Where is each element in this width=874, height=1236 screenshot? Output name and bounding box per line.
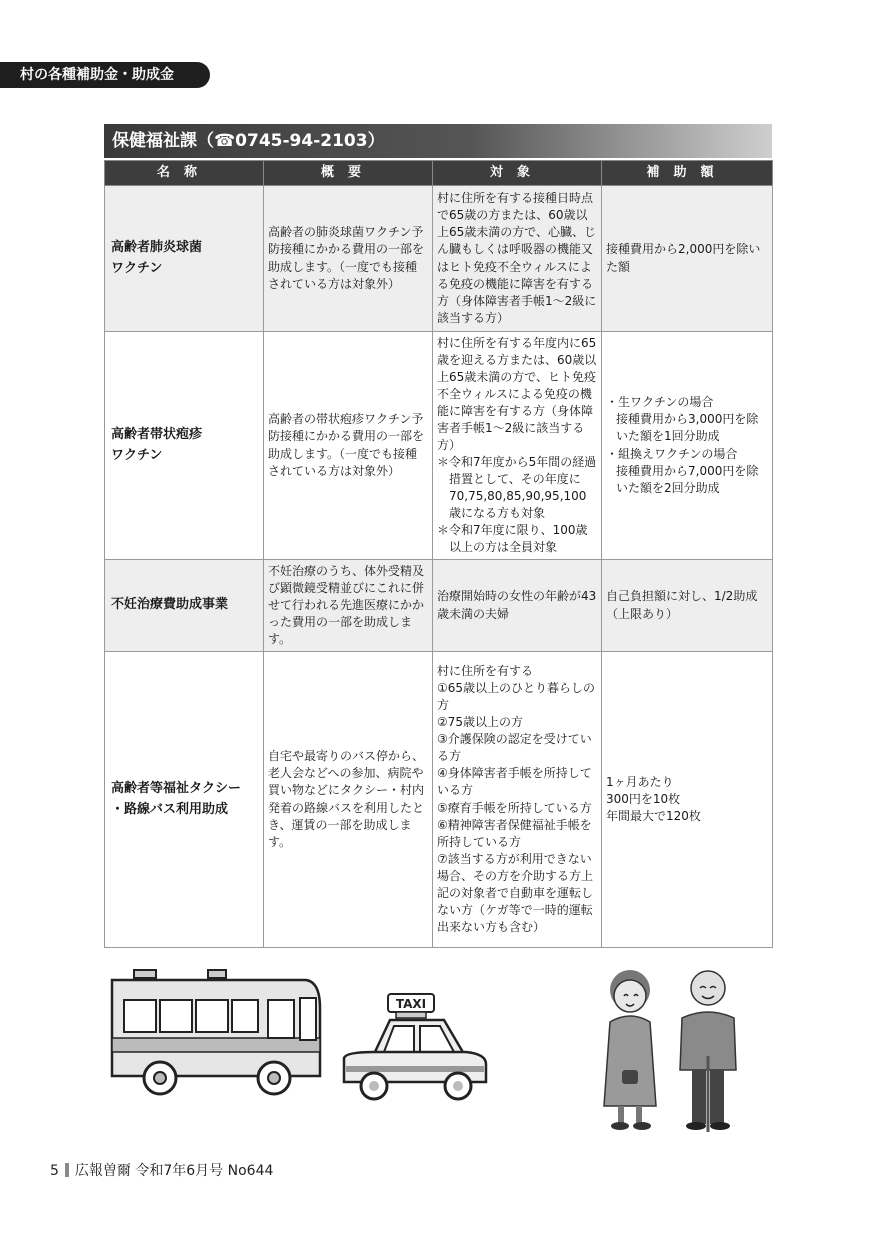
row-overview: 高齢者の帯状疱疹ワクチン予防接種にかかる費用の一部を助成します。（一度でも接種されている方は対象外） — [264, 332, 433, 560]
table-row — [105, 652, 773, 948]
row-target: 村に住所を有する ①65歳以上のひとり暮らしの方 ②75歳以上の方 ③介護保険の認定を受けている方 ④身体障害者手帳を所持している方 ⑤療育手帳を所持している方 ⑥精神障害者保健福祉手帳を所持している方 ⑦該当する方が利用できない場合、その方を介助する方上記の対象者で自動車を運転しない方（ケガ等で一時的運転出来ない方も含む） — [433, 652, 602, 948]
taxi-sign-text: TAXI — [395, 997, 427, 1011]
page-footer — [50, 1160, 273, 1180]
table-row — [105, 332, 773, 560]
row-name: 高齢者等福祉タクシー ・路線バス利用助成 — [105, 652, 264, 948]
row-target: 治療開始時の女性の年齢が43歳未満の夫婦 — [433, 560, 602, 652]
subsidy-table — [104, 160, 773, 948]
publication-info: 広報曽爾 令和7年6月号 No644 — [74, 1163, 274, 1179]
table-row — [105, 560, 773, 652]
row-amount: ・生ワクチンの場合 接種費用から3,000円を除いた額を1回分助成 ・組換えワクチンの場合 接種費用から7,000円を除いた額を2回分助成 — [602, 332, 773, 560]
row-target: 村に住所を有する年度内に65歳を迎える方または、60歳以上65歳未満の方で、ヒト免疫不全ウィルスによる免疫の機能に障害を有する方（身体障害者手帳1〜2級に該当する方） ＊令和7年度から5年間の経過措置として、その年度に70,75,80,85,90,95,100歳になる方も対象 ＊令和7年度に限り、100歳以上の方は全員対象 — [433, 332, 602, 560]
row-name: 高齢者帯状疱疹 ワクチン — [105, 332, 264, 560]
row-overview: 高齢者の肺炎球菌ワクチン予防接種にかかる費用の一部を助成します。（一度でも接種されている方は対象外） — [264, 186, 433, 332]
section-title: 保健福祉課（☎0745-94-2103） — [104, 124, 772, 158]
category-tab: 村の各種補助金・助成金 — [0, 62, 210, 88]
taxi-illustration — [340, 992, 490, 1104]
table-row — [105, 186, 773, 332]
row-amount: 自己負担額に対し、1/2助成（上限あり） — [602, 560, 773, 652]
footer-divider — [65, 1163, 69, 1177]
header-name: 名称 — [105, 161, 264, 186]
row-overview: 自宅や最寄りのバス停から、老人会などへの参加、病院や買い物などにタクシー・村内発着の路線バスを利用したとき、運賃の一部を助成します。 — [264, 652, 433, 948]
page-number: 5 — [50, 1163, 59, 1179]
row-target: 村に住所を有する接種日時点で65歳の方または、60歳以上65歳未満の方で、心臓、じん臓もしくは呼吸器の機能又はヒト免疫不全ウィルスによる免疫の機能に障害を有する方（身体障害者手帳1〜2級に該当する方） — [433, 186, 602, 332]
table-header-row — [105, 161, 773, 186]
row-overview: 不妊治療のうち、体外受精及び顕微鏡受精並びにこれに併せて行われる先進医療にかかった費用の一部を助成します。 — [264, 560, 433, 652]
row-name: 不妊治療費助成事業 — [105, 560, 264, 652]
elderly-couple-illustration — [596, 966, 756, 1136]
header-target: 対象 — [433, 161, 602, 186]
row-name: 高齢者肺炎球菌 ワクチン — [105, 186, 264, 332]
row-amount: 1ヶ月あたり 300円を10枚 年間最大で120枚 — [602, 652, 773, 948]
header-amount: 補助額 — [602, 161, 773, 186]
bus-illustration — [108, 968, 328, 1098]
row-amount: 接種費用から2,000円を除いた額 — [602, 186, 773, 332]
header-overview: 概要 — [264, 161, 433, 186]
